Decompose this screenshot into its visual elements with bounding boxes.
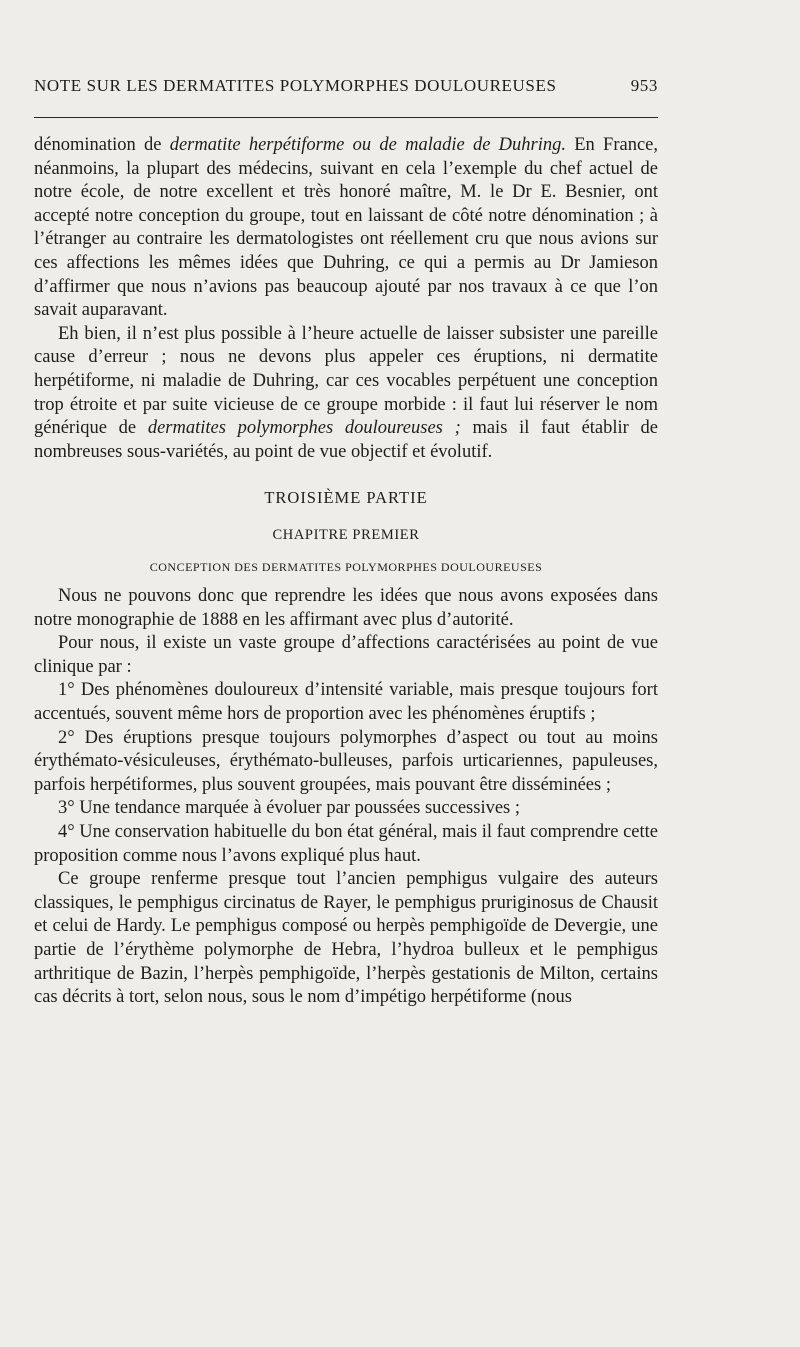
header-rule [34, 117, 658, 118]
running-title: NOTE SUR LES DERMATITES POLYMORPHES DOULOUREUSES [34, 76, 557, 95]
list-item-1: 1° Des phénomènes douloureux d’intensité variable, mais presque toujours fort accentués, souvent même hors de proportion avec les phénomènes éruptifs ; [34, 680, 658, 725]
running-header [34, 76, 658, 96]
paragraph-1-italic: dermatite herpétiforme ou de maladie de Duhring. [169, 135, 566, 155]
paragraph-1-text-a: dénomination de [34, 135, 170, 155]
paragraph-2-italic: dermatites polymorphes douloureuses ; [147, 418, 461, 439]
list-item-4: 4° Une conservation habituelle du bon état général, mais il faut comprendre cette proposition comme nous l’avons expliqué plus haut. [34, 822, 658, 866]
chapter-subtitle: CONCEPTION DES DERMATITES POLYMORPHES DOULOUREUSES [149, 559, 543, 574]
paragraph-2 [34, 323, 658, 465]
page-number: 953 [630, 76, 658, 95]
paragraph-1 [34, 134, 658, 323]
section-title: TROISIÈME PARTIE [264, 488, 428, 508]
paragraph-1-text-b: En France, néanmoins, la plupart des médecins, suivant en cela l’exemple du chef actuel de notre école, de notre excellent et très honoré maître, M. le Dr E. Besnier, ont accepté notre conception du groupe, tout en laissant de côté notre dénomination ; à l’étranger au contraire les dermatologistes ont réellement cru que nous avions sur ces affections les mêmes idées que Duhring, ce qui a permis au Dr Jamieson d’affirmer que nous n’avions pas beaucoup ajouté par nos travaux à ce que l’on savait auparavant. [34, 135, 658, 321]
paragraph-3: Nous ne pouvons donc que reprendre les idées que nous avons exposées dans notre monographie de 1888 en les affirmant avec plus d’autorité. [34, 586, 658, 630]
paragraph-2-text-b: mais il faut établir de nombreuses sous-variétés, au point de vue objectif et évolutif. [34, 418, 658, 462]
paragraph-2-text-a: Eh bien, il n’est plus possible à l’heure actuelle de laisser subsister une pareille cause d’erreur ; nous ne devons plus appeler ces éruptions, ni dermatite herpétiforme, ni maladie de Duhring, car ces vocables perpétuent une conception trop étroite et par suite vicieuse de ce groupe morbide : il faut lui réserver le nom générique de [34, 323, 658, 439]
paragraph-5: Ce groupe renferme presque tout l’ancien pemphigus vulgaire des auteurs classiques, le pemphigus circinatus de Rayer, le pemphigus pruriginosus de Chausit et celui de Hardy. Le pemphigus composé ou herpès pemphigoïde de Devergie, une partie de l’érythème polymorphe de Hebra, l’hydroa bulleux et le pemphigus arthritique de Bazin, l’herpès pemphigoïde, l’herpès gestationis de Milton, certains cas décrits à tort, selon nous, sous le nom d’impétigo herpétiforme (nous [34, 869, 658, 1008]
chapter-title: CHAPITRE PREMIER [272, 526, 420, 543]
list-item-3: 3° Une tendance marquée à évoluer par poussées successives ; [58, 798, 521, 819]
paragraph-4: Pour nous, il existe un vaste groupe d’affections caractérisées au point de vue clinique par : [34, 633, 658, 677]
page-body [34, 134, 658, 1010]
list-item-2: 2° Des éruptions presque toujours polymorphes d’aspect ou tout au moins érythémato-vésiculeuses, érythémato-bulleuses, parfois urticariennes, papuleuses, parfois herpétiformes, plus souvent groupées, mais pouvant être disséminées ; [34, 727, 658, 795]
